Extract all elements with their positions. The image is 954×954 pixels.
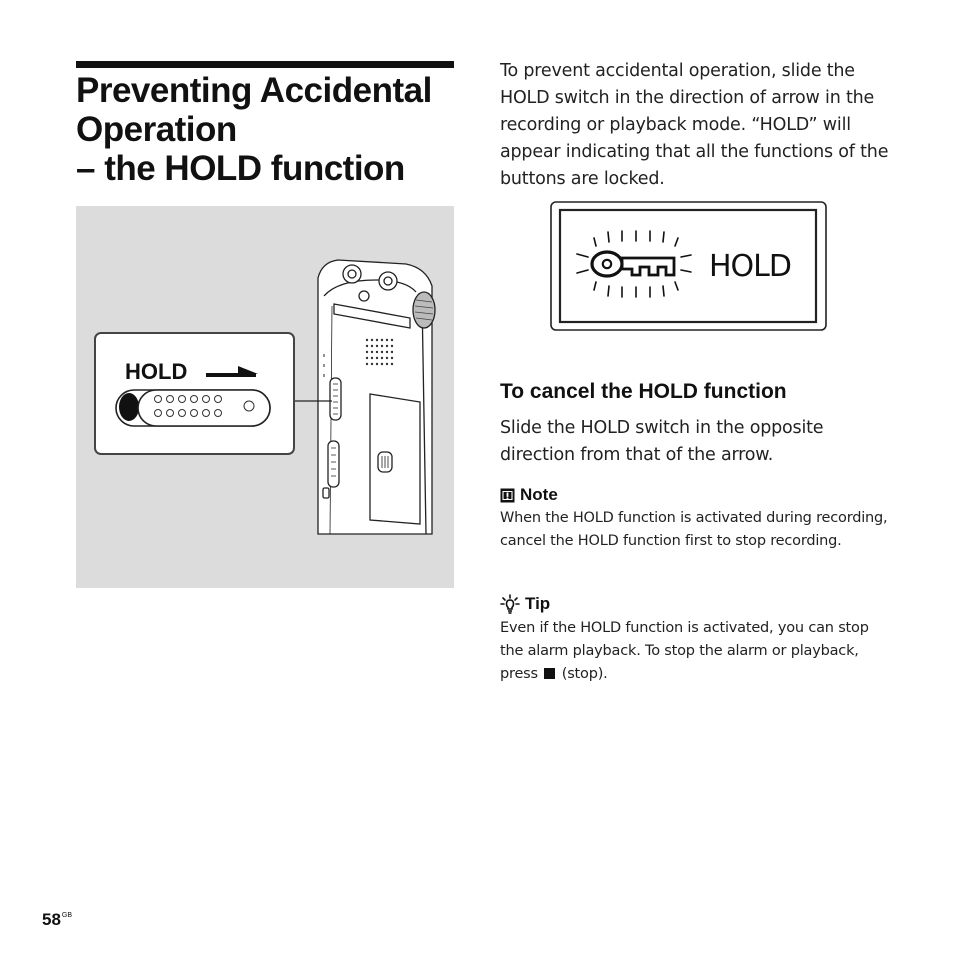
stop-icon xyxy=(544,668,555,679)
page-title xyxy=(76,71,466,188)
note-text: When the HOLD function is activated during recording, cancel the HOLD function first to stop recording. xyxy=(500,510,888,549)
device-illustration xyxy=(76,206,454,588)
ic-recorder-drawing xyxy=(76,206,454,588)
tip-text-before: Even if the HOLD function is activated, you can stop the alarm playback. To stop the alarm or playback, press xyxy=(500,620,869,682)
lightbulb-icon xyxy=(500,594,520,614)
note-header xyxy=(500,485,558,505)
hold-switch-label: HOLD xyxy=(125,359,188,384)
lcd-display xyxy=(550,201,827,331)
tip-heading: Tip xyxy=(525,594,551,613)
page-title-line-3: – the HOLD function xyxy=(76,149,405,188)
intro-paragraph: To prevent accidental operation, slide the HOLD switch in the direction of arrow in the recording or playback mode. “HOLD” will appear indicating that all the functions of the buttons are locked. xyxy=(500,61,889,189)
tip-text-after: (stop). xyxy=(561,666,608,682)
lcd-display-drawing xyxy=(550,201,827,331)
page-title-line-2: Operation xyxy=(76,110,237,149)
tip-text xyxy=(500,617,890,686)
title-rule xyxy=(76,61,454,68)
lcd-hold-text: HOLD xyxy=(709,249,791,284)
page-number-value: 58 xyxy=(42,910,61,929)
recorder-body xyxy=(318,260,435,534)
page-number xyxy=(42,910,72,930)
tip-header xyxy=(500,594,550,614)
note-heading: Note xyxy=(520,485,558,504)
page-title-line-1: Preventing Accidental xyxy=(76,71,432,110)
cancel-heading: To cancel the HOLD function xyxy=(500,380,787,403)
page-number-suffix: GB xyxy=(61,912,73,919)
cancel-paragraph: Slide the HOLD switch in the opposite direction from that of the arrow. xyxy=(500,418,824,465)
hold-switch-callout xyxy=(95,333,294,454)
note-icon xyxy=(500,488,515,503)
